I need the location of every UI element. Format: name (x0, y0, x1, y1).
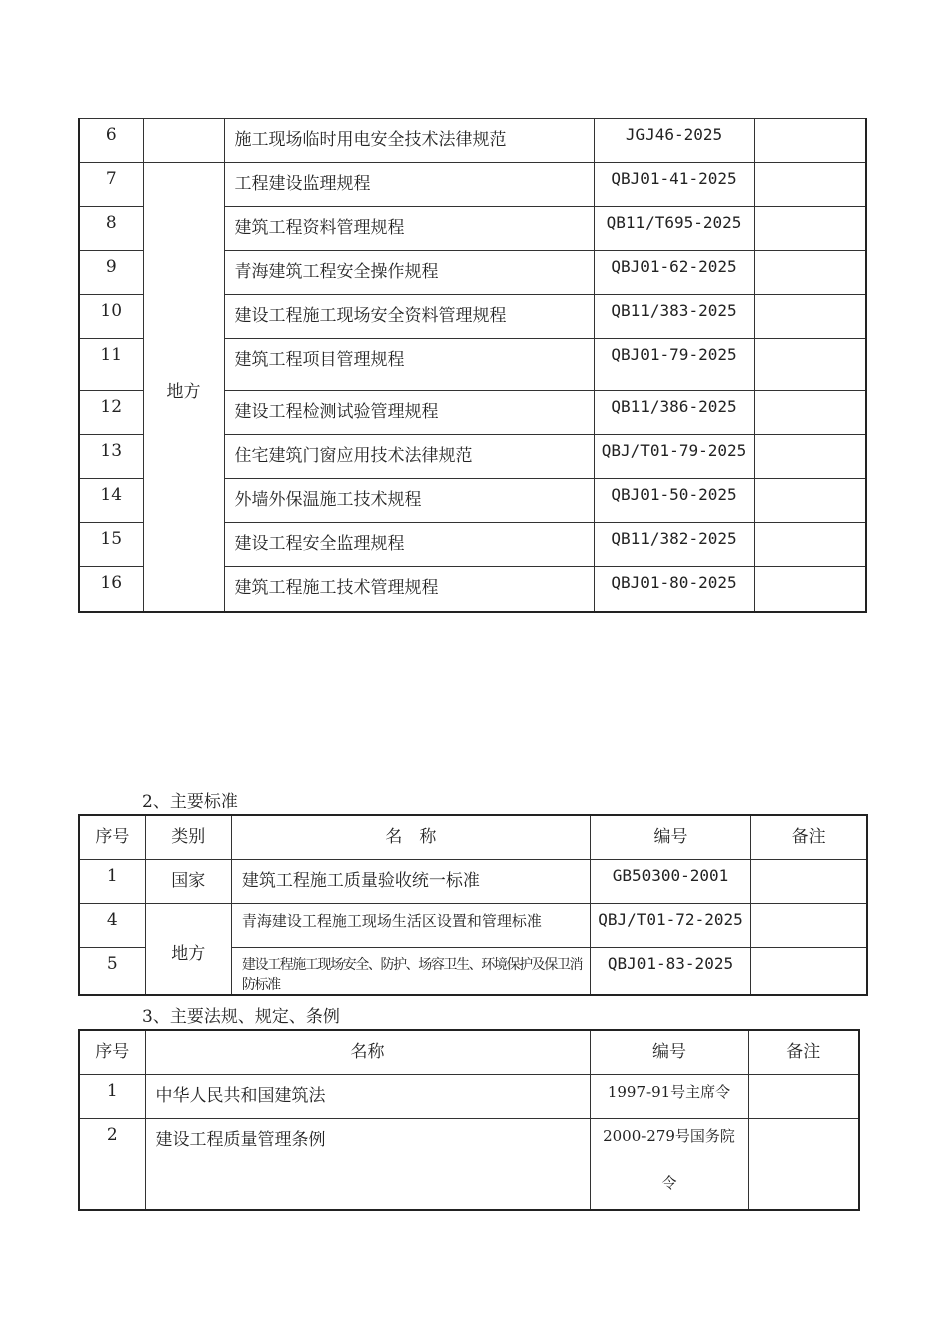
table-row (79, 119, 866, 163)
row-number: 12 (79, 391, 143, 435)
standard-code: JGJ46-2025 (594, 119, 754, 163)
note-cell (754, 339, 866, 391)
standard-name: 建设工程施工现场安全资料管理规程 (224, 295, 594, 339)
row-number: 6 (79, 119, 143, 163)
note-cell (751, 859, 867, 903)
standard-code: QB11/382-2025 (594, 523, 754, 567)
row-number: 5 (79, 947, 145, 995)
standard-code: QBJ01-79-2025 (594, 339, 754, 391)
category-cell (143, 119, 224, 163)
standard-code: QB11/386-2025 (594, 391, 754, 435)
standard-name: 建设工程检测试验管理规程 (224, 391, 594, 435)
row-number: 10 (79, 295, 143, 339)
table-header-row (79, 1030, 859, 1074)
standard-code: QBJ/T01-72-2025 (590, 903, 750, 947)
standard-name: 建筑工程施工技术管理规程 (224, 567, 594, 612)
note-cell (754, 207, 866, 251)
row-number: 16 (79, 567, 143, 612)
standard-name: 建筑工程项目管理规程 (224, 339, 594, 391)
note-cell (751, 903, 867, 947)
row-number: 14 (79, 479, 143, 523)
regulation-code-line2: 令 (661, 1173, 677, 1192)
header-code: 编号 (590, 1030, 748, 1074)
standard-name: 施工现场临时用电安全技术法律规范 (224, 119, 594, 163)
standard-code: QBJ01-41-2025 (594, 163, 754, 207)
note-cell (754, 523, 866, 567)
table-row (79, 1118, 859, 1210)
standard-code: QBJ01-62-2025 (594, 251, 754, 295)
standards-table-continued (78, 118, 867, 613)
table-row (79, 859, 867, 903)
category-cell: 国家 (145, 859, 231, 903)
regulation-name: 建设工程质量管理条例 (145, 1118, 590, 1210)
row-number: 8 (79, 207, 143, 251)
note-cell (754, 119, 866, 163)
standard-code: QB11/T695-2025 (594, 207, 754, 251)
header-note: 备注 (751, 815, 867, 859)
table-row (79, 903, 867, 947)
main-standards-table (78, 814, 868, 996)
note-cell (754, 251, 866, 295)
standard-name: 建设工程施工现场安全、防护、场容卫生、环境保护及保卫消防标准 (231, 947, 590, 995)
header-category: 类别 (145, 815, 231, 859)
regulation-code: 1997-91号主席令 (590, 1074, 748, 1118)
section-heading-standards: 2、主要标准 (142, 792, 238, 812)
row-number: 2 (79, 1118, 145, 1210)
standard-code: QBJ01-80-2025 (594, 567, 754, 612)
note-cell (754, 391, 866, 435)
standard-name: 外墙外保温施工技术规程 (224, 479, 594, 523)
standard-name: 建筑工程资料管理规程 (224, 207, 594, 251)
standard-code: QB11/383-2025 (594, 295, 754, 339)
standard-code: QBJ01-50-2025 (594, 479, 754, 523)
row-number: 15 (79, 523, 143, 567)
row-number: 13 (79, 435, 143, 479)
row-number: 1 (79, 859, 145, 903)
header-no: 序号 (79, 1030, 145, 1074)
table-header-row (79, 815, 867, 859)
header-name: 名 称 (231, 815, 590, 859)
note-cell (754, 435, 866, 479)
regulations-table (78, 1029, 860, 1211)
regulation-code (590, 1118, 748, 1210)
standard-code: QBJ/T01-79-2025 (594, 435, 754, 479)
standard-name: 青海建筑工程安全操作规程 (224, 251, 594, 295)
category-cell: 地方 (143, 163, 224, 612)
note-cell (754, 567, 866, 612)
note-cell (754, 295, 866, 339)
standard-name: 建设工程安全监理规程 (224, 523, 594, 567)
row-number: 11 (79, 339, 143, 391)
note-cell (754, 163, 866, 207)
note-cell (754, 479, 866, 523)
row-number: 4 (79, 903, 145, 947)
header-note: 备注 (748, 1030, 859, 1074)
table-row (79, 163, 866, 207)
standard-code: QBJ01-83-2025 (590, 947, 750, 995)
header-name: 名称 (145, 1030, 590, 1074)
note-cell (748, 1118, 859, 1210)
header-code: 编号 (590, 815, 750, 859)
standard-code: GB50300-2001 (590, 859, 750, 903)
standard-name: 住宅建筑门窗应用技术法律规范 (224, 435, 594, 479)
section-heading-regulations: 3、主要法规、规定、条例 (142, 1007, 340, 1027)
note-cell (751, 947, 867, 995)
row-number: 1 (79, 1074, 145, 1118)
table-row (79, 1074, 859, 1118)
category-cell: 地方 (145, 903, 231, 995)
header-no: 序号 (79, 815, 145, 859)
note-cell (748, 1074, 859, 1118)
regulation-name: 中华人民共和国建筑法 (145, 1074, 590, 1118)
standard-name: 青海建设工程施工现场生活区设置和管理标准 (231, 903, 590, 947)
row-number: 9 (79, 251, 143, 295)
row-number: 7 (79, 163, 143, 207)
standard-name: 建筑工程施工质量验收统一标准 (231, 859, 590, 903)
regulation-code-line1: 2000-279号国务院 (603, 1126, 735, 1145)
standard-name: 工程建设监理规程 (224, 163, 594, 207)
